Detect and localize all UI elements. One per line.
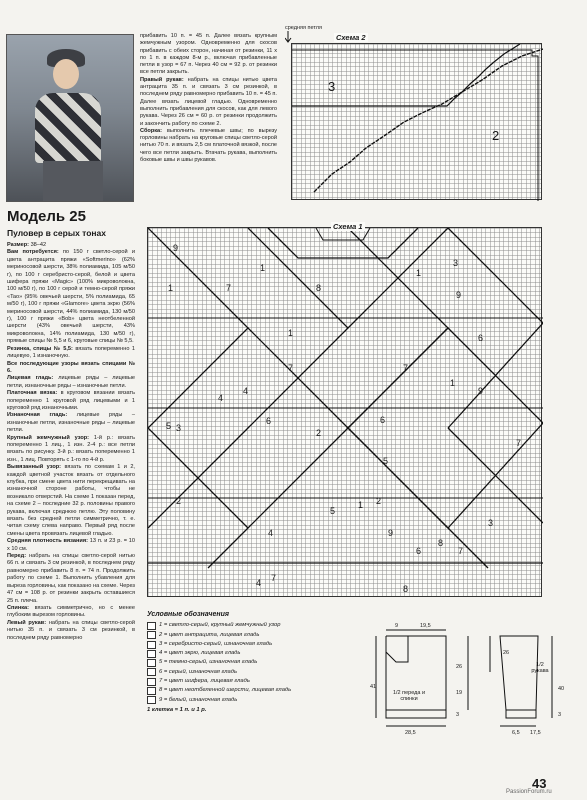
schema1-zone-label: 9 <box>388 528 394 538</box>
instructions-middle <box>140 33 277 164</box>
schema1-zone-label: 7 <box>403 363 409 373</box>
legend-text: 1 = светло-серый, крупный жемчужный узор <box>159 622 281 629</box>
instruction-heading: Платочная вязка: <box>7 390 58 397</box>
instruction-heading: Спинка: <box>7 604 30 611</box>
sleeve-piece-label: 1/2 рукава <box>531 662 549 674</box>
instruction-paragraph <box>7 375 135 390</box>
schema1-zone-label: 4 <box>243 386 249 396</box>
schema1-zone-label: 7 <box>288 363 294 373</box>
schema1-zone-label: 1 <box>358 500 364 510</box>
dim-neck-width: 9 <box>395 623 399 629</box>
legend-swatch <box>147 659 156 667</box>
instruction-paragraph <box>7 390 135 412</box>
legend-item <box>147 686 367 695</box>
instruction-text: 38–42 <box>29 242 47 248</box>
instruction-text: вязать по схемам 1 и 2, каждой цветной участок вязать от отдельного клубка, при смене цвета нити перекрещивать на изнаночной стороне работы, чтобы не возникало отверстий. На схеме 1 показан перед, на схеме 2 – последние 32 р. половины правого рукава, включая среднюю петлю. Эту половину вязать без средней петли симметрично, т. е. читая схему слева направо. Первый ряд после смены цвета провязать лицевой гладью. <box>7 464 135 537</box>
legend-swatch <box>147 641 156 649</box>
legend-swatch <box>147 631 156 639</box>
instruction-paragraph <box>7 346 135 361</box>
instruction-paragraph <box>7 464 135 538</box>
schema-2-grid <box>291 43 542 200</box>
legend <box>147 610 367 715</box>
schema1-zone-label: 9 <box>173 243 179 253</box>
instruction-heading: Средняя плотность вязания: <box>7 538 88 545</box>
instruction-paragraph <box>7 412 135 434</box>
schema1-zone-label: 7 <box>226 283 232 293</box>
schema1-zone-label: 3 <box>453 258 459 268</box>
schema1-zone-label: 1 <box>288 328 294 338</box>
legend-item <box>147 631 367 640</box>
instruction-heading: Резинка, спицы № 5,5: <box>7 345 73 352</box>
instruction-heading: Перед: <box>7 553 27 560</box>
photo-skirt <box>43 161 103 202</box>
dim-sleeve-length: 40 <box>558 686 565 692</box>
instruction-text: прибавить 10 п. = 45 п. Далее вязать крупным жемчужным узором. Одновременно для скосов прибавить с обеих сторон, начиная от резинки, 11 х по 1 п. в каждом 8-м р., включая прибавленные петли в узор = 67 п. Через 40 см = 92 р. от резинки все петли закрыть. <box>140 33 277 76</box>
schema2-zone-2: 2 <box>492 128 500 143</box>
legend-item <box>147 640 367 649</box>
instruction-paragraph <box>7 605 135 620</box>
schema-1-title: Схема 1 <box>333 222 363 231</box>
schema1-zone-label: 9 <box>478 386 484 396</box>
front-piece-label: 1/2 переда и спинки <box>392 690 426 702</box>
legend-swatch <box>147 668 156 676</box>
instruction-heading: Крупный жемчужный узор: <box>7 434 90 441</box>
schema1-zone-label: 1 <box>168 283 174 293</box>
instruction-text: в круговом вязании вязать попеременно 1 круговой ряд лицевыми и 1 круговой ряд изнаночными. <box>7 390 135 411</box>
instruction-text: 13 п. и 23 р. = 10 х 10 см. <box>7 538 135 552</box>
instruction-heading: Левый рукав: <box>7 619 47 626</box>
model-photo <box>6 34 134 202</box>
schema1-zone-label: 4 <box>268 528 274 538</box>
dim-front-width: 28,5 <box>405 730 416 736</box>
instruction-paragraph <box>7 249 135 345</box>
pattern-pieces <box>368 622 583 742</box>
instruction-heading: Вам потребуется: <box>7 249 59 256</box>
legend-item <box>147 696 367 705</box>
schema1-zone-label: 1 <box>416 268 422 278</box>
instruction-text: набрать на спицы нитью цвета антрацита 35 п. и связать 3 см резинкой, в последнем ряду равномерно прибавить 10 п. = 45 п. Далее вязать лицевой гладью. Одновременно выполнить прибавления для скосов, как для левого рукава. Через 26 см = 60 р. от резинки продолжить и закончить работу по схеме 2. <box>140 76 277 127</box>
legend-text: 2 = цвет антрацита, лицевая гладь <box>159 631 260 638</box>
schema1-zone-label: 4 <box>218 393 224 403</box>
schema1-zone-label: 7 <box>516 438 522 448</box>
legend-text: 9 = белый, изнаночная гладь <box>159 696 238 703</box>
instruction-paragraph <box>140 77 277 128</box>
instruction-text: вязать попеременно 1 лицевую, 1 изнаночную. <box>7 345 135 360</box>
instruction-paragraph <box>140 33 277 77</box>
model-title: Модель 25 <box>7 208 86 225</box>
instruction-heading: Вывязанный узор: <box>7 464 62 471</box>
instruction-text: лицевые ряды – изнаночные петли, изнаночные ряды – лицевые петли. <box>7 412 135 434</box>
schema1-zone-label: 7 <box>458 546 464 556</box>
schema1-zone-label: 8 <box>316 283 322 293</box>
instruction-text: выполнить плечевые швы; по вырезу горловины набрать на круговые спицы светло-серой нитью 70 п. и вязать 2,5 см платочной вязкой, после чего все петли закрыть. Втачать рукава, выполнить боковые швы и швы рукавов. <box>140 127 277 164</box>
instruction-heading: Все последующие узоры вязать спицами № 6. <box>7 360 135 374</box>
instruction-paragraph <box>7 620 135 642</box>
dim-sleeve-width: 17,5 <box>530 730 541 736</box>
legend-text: 4 = цвет экрю, лицевая гладь <box>159 650 241 657</box>
dim-front-height: 41 <box>370 684 377 690</box>
legend-swatch <box>147 678 156 686</box>
legend-note: 1 клетка = 1 п. и 1 р. <box>147 706 207 713</box>
legend-item <box>147 668 367 677</box>
instruction-text: набрать на спицы светло-серой нитью 66 п. и связать 3 см резинкой, в последнем ряду равномерно прибавить 8 п. = 74 п. Продолжить работу по схеме 1. Выполнить убавления для выреза горловины, как показано на схеме. Через 47 см = 108 р. от резинки закрыть оставшиеся 25 п. плеча. <box>7 553 135 604</box>
schema1-zone-label: 6 <box>478 333 484 343</box>
instruction-heading: Изнаночная гладь: <box>7 412 68 419</box>
middle-stitch-arrow <box>285 30 297 44</box>
dim-sleeve-rib: 3 <box>558 712 562 718</box>
schema1-zone-label: 7 <box>271 573 277 583</box>
schema1-zone-label: 6 <box>380 415 386 425</box>
instruction-heading: Размер: <box>7 242 30 248</box>
instruction-paragraph <box>7 361 135 376</box>
schema1-zone-label: 1 <box>450 378 456 388</box>
watermark: PassionForum.ru <box>506 789 552 795</box>
schema1-zone-label: 3 <box>488 518 494 528</box>
legend-item <box>147 621 367 630</box>
dim-side-height: 19 <box>456 690 463 696</box>
instruction-text: лицевые ряды – лицевые петли, изнаночные ряды – изнаночные петли. <box>7 375 135 389</box>
legend-swatch <box>147 622 156 630</box>
schema1-zone-label: 5 <box>166 421 172 431</box>
model-subtitle: Пуловер в серых тонах <box>7 228 107 238</box>
legend-swatch <box>147 650 156 658</box>
schema1-zone-label: 1 <box>260 263 266 273</box>
schema1-zone-label: 6 <box>266 416 272 426</box>
dim-armhole-height: 26 <box>456 664 463 670</box>
instruction-heading: Лицевая гладь: <box>7 375 54 382</box>
legend-text: 3 = серебристо-серый, изнаночная гладь <box>159 640 273 647</box>
schema2-zone-3: 3 <box>328 79 336 94</box>
schema1-zone-label: 2 <box>376 496 382 506</box>
instruction-paragraph <box>140 128 277 164</box>
schema1-zone-label: 8 <box>438 538 444 548</box>
instruction-paragraph <box>7 538 135 553</box>
legend-swatch <box>147 696 156 704</box>
schema1-zone-label: 3 <box>176 423 182 433</box>
instruction-text: по 150 г светло-серой и цвета антрацита пряжи «Softmerino» (62% мериносовой шерсти, 38% полиамида, 105 м/50 г), по 100 г серебристо-серой, белой и цвета шифера пряжи «Magic» (100% микроволокна, 100 м/50 г), по 100 г серой и темно-серой пряжи «Tao» (95% овечьей шерсти, 5% полиамида, 65 м/50 г), 100 г пряжи «Glamore» цвета экрю (56% мериносовой шерсти, 44% полиамида, 130 м/50 г), 100 г пряжи «Bob» цвета неотбеленной шерсти (43% овечьей шерсти, 43% микроволокна, 14% полиамида, 130 м/50 г), прямые спицы № 5,5 и 6, круговые спицы № 5,5. <box>7 249 135 345</box>
photo-sweater <box>35 93 101 163</box>
instructions-left <box>7 242 135 642</box>
legend-text: 8 = цвет неотбеленной шерсти, лицевая гладь <box>159 687 292 694</box>
instruction-paragraph <box>7 435 135 465</box>
legend-item <box>147 677 367 686</box>
schema1-zone-label: 5 <box>383 456 389 466</box>
dim-sleeve-offset: 6,5 <box>512 730 520 736</box>
photo-head <box>53 59 79 89</box>
schema1-zone-label: 6 <box>416 546 422 556</box>
schema-1-grid <box>147 227 542 597</box>
instruction-paragraph <box>7 553 135 605</box>
instruction-heading: Правый рукав: <box>140 76 184 83</box>
legend-text: 6 = серый, изнаночная гладь <box>159 668 238 675</box>
legend-item <box>147 649 367 658</box>
dim-sleeve-cap: 26 <box>503 650 510 656</box>
legend-swatch <box>147 687 156 695</box>
instruction-text: вязать симметрично, но с менее глубоким вырезом горловины. <box>7 604 135 619</box>
legend-text: 7 = цвет шифера, лицевая гладь <box>159 678 250 685</box>
legend-text: 5 = темно-серый, изнаночная гладь <box>159 659 258 666</box>
schema-2-title: Схема 2 <box>336 33 366 42</box>
instruction-text: 1-й р.: вязать попеременно 1 лиц., 1 изн. 2-4 р.: все петли вязать по рисунку. 3-й р.: вязать попеременно 1 изн., 1 лиц. Повторять с 1-го по 4-й р. <box>7 434 135 463</box>
schema1-zone-label: 2 <box>176 496 182 506</box>
instruction-text: набрать на спицы светло-серой нитью 35 п. и связать 3 см резинкой, в последнем ряду равномерно <box>7 619 135 641</box>
schema1-zone-label: 5 <box>330 506 336 516</box>
dim-shoulder-width: 19,5 <box>420 623 431 629</box>
legend-item <box>147 658 367 667</box>
schema1-zone-label: 9 <box>456 290 462 300</box>
schema1-zone-label: 4 <box>256 578 262 588</box>
instruction-heading: Сборка: <box>140 127 163 134</box>
page-number: 43 <box>532 776 547 791</box>
schema1-zone-label: 8 <box>403 584 409 594</box>
dim-rib-front: 3 <box>456 712 460 718</box>
middle-stitch-label: средняя петля <box>285 25 322 31</box>
schema1-zone-label: 2 <box>316 428 322 438</box>
legend-title: Условные обозначения <box>147 611 230 618</box>
